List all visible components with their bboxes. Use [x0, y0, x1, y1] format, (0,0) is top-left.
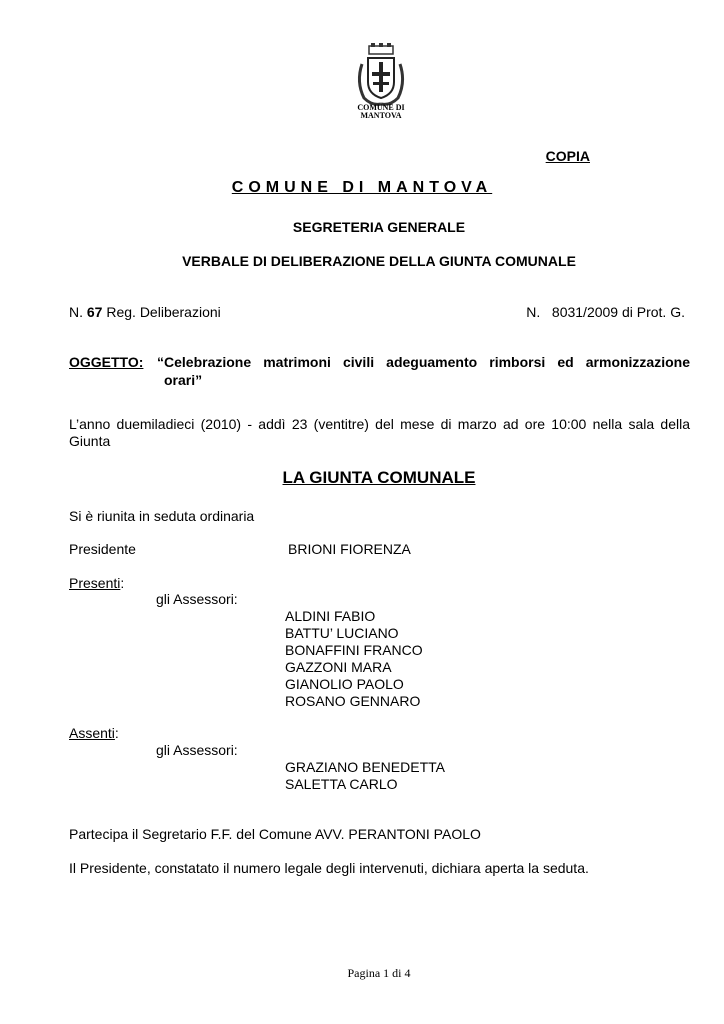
- logo-text-line-2: MANTOVA: [360, 111, 402, 120]
- presenti-assessori-label: gli Assessori:: [156, 591, 238, 607]
- seduta-text: Si è riunita in seduta ordinaria: [69, 508, 255, 524]
- presenti-label: [69, 575, 124, 591]
- list-item: SALETTA CARLO: [285, 776, 398, 792]
- registry-prefix: N.: [69, 304, 87, 320]
- list-item: GIANOLIO PAOLO: [285, 676, 404, 692]
- assenti-label-text: Assenti: [69, 725, 115, 741]
- apertura-text: Il Presidente, constatato il numero legale degli intervenuti, dichiara aperta la seduta.: [69, 860, 589, 876]
- list-item: BONAFFINI FRANCO: [285, 642, 423, 658]
- comune-logo: [352, 42, 410, 126]
- assenti-names: [285, 759, 445, 793]
- list-item: ROSANO GENNARO: [285, 693, 421, 709]
- intro-line-2: Giunta: [69, 433, 111, 449]
- assenti-colon: :: [114, 725, 119, 741]
- segreteria-heading: SEGRETERIA GENERALE: [292, 219, 466, 235]
- registry-value: 67: [86, 304, 103, 320]
- oggetto-text-line-2: orari”: [164, 372, 203, 388]
- assenti-label: [69, 725, 119, 741]
- logo-text-line-1: COMUNE DI: [357, 103, 405, 112]
- protocol-number: N. 8031/2009 di Prot. G.: [526, 304, 685, 320]
- presenti-names: [285, 608, 423, 710]
- page-footer: Pagina 1 di 4: [347, 966, 411, 980]
- presenti-colon: :: [120, 575, 125, 591]
- assenti-assessori-label: gli Assessori:: [156, 742, 238, 758]
- list-item: GAZZONI MARA: [285, 659, 392, 675]
- list-item: ALDINI FABIO: [285, 608, 376, 624]
- copia-label: COPIA: [545, 148, 590, 164]
- presidente-label: Presidente: [69, 541, 136, 557]
- partecipa-text: Partecipa il Segretario F.F. del Comune AVV. PERANTONI PAOLO: [69, 826, 481, 842]
- registry-suffix: Reg. Deliberazioni: [102, 304, 221, 320]
- registry-number: [69, 304, 221, 320]
- oggetto-text-line-1: “Celebrazione matrimoni civili adeguamento rimborsi ed armonizzazione: [157, 354, 690, 370]
- presenti-label-text: Presenti: [69, 575, 121, 591]
- list-item: GRAZIANO BENEDETTA: [285, 759, 445, 775]
- verbale-heading: VERBALE DI DELIBERAZIONE DELLA GIUNTA COMUNALE: [182, 253, 576, 269]
- list-item: BATTU’ LUCIANO: [285, 625, 399, 641]
- comune-title: COMUNE DI MANTOVA: [231, 179, 493, 196]
- giunta-heading: LA GIUNTA COMUNALE: [282, 468, 476, 487]
- oggetto-label: OGGETTO:: [69, 354, 144, 370]
- intro-line-1: L’anno duemiladieci (2010) - addì 23 (ventitre) del mese di marzo ad ore 10:00 nella sala della: [69, 416, 690, 432]
- presidente-name: BRIONI FIORENZA: [288, 541, 411, 557]
